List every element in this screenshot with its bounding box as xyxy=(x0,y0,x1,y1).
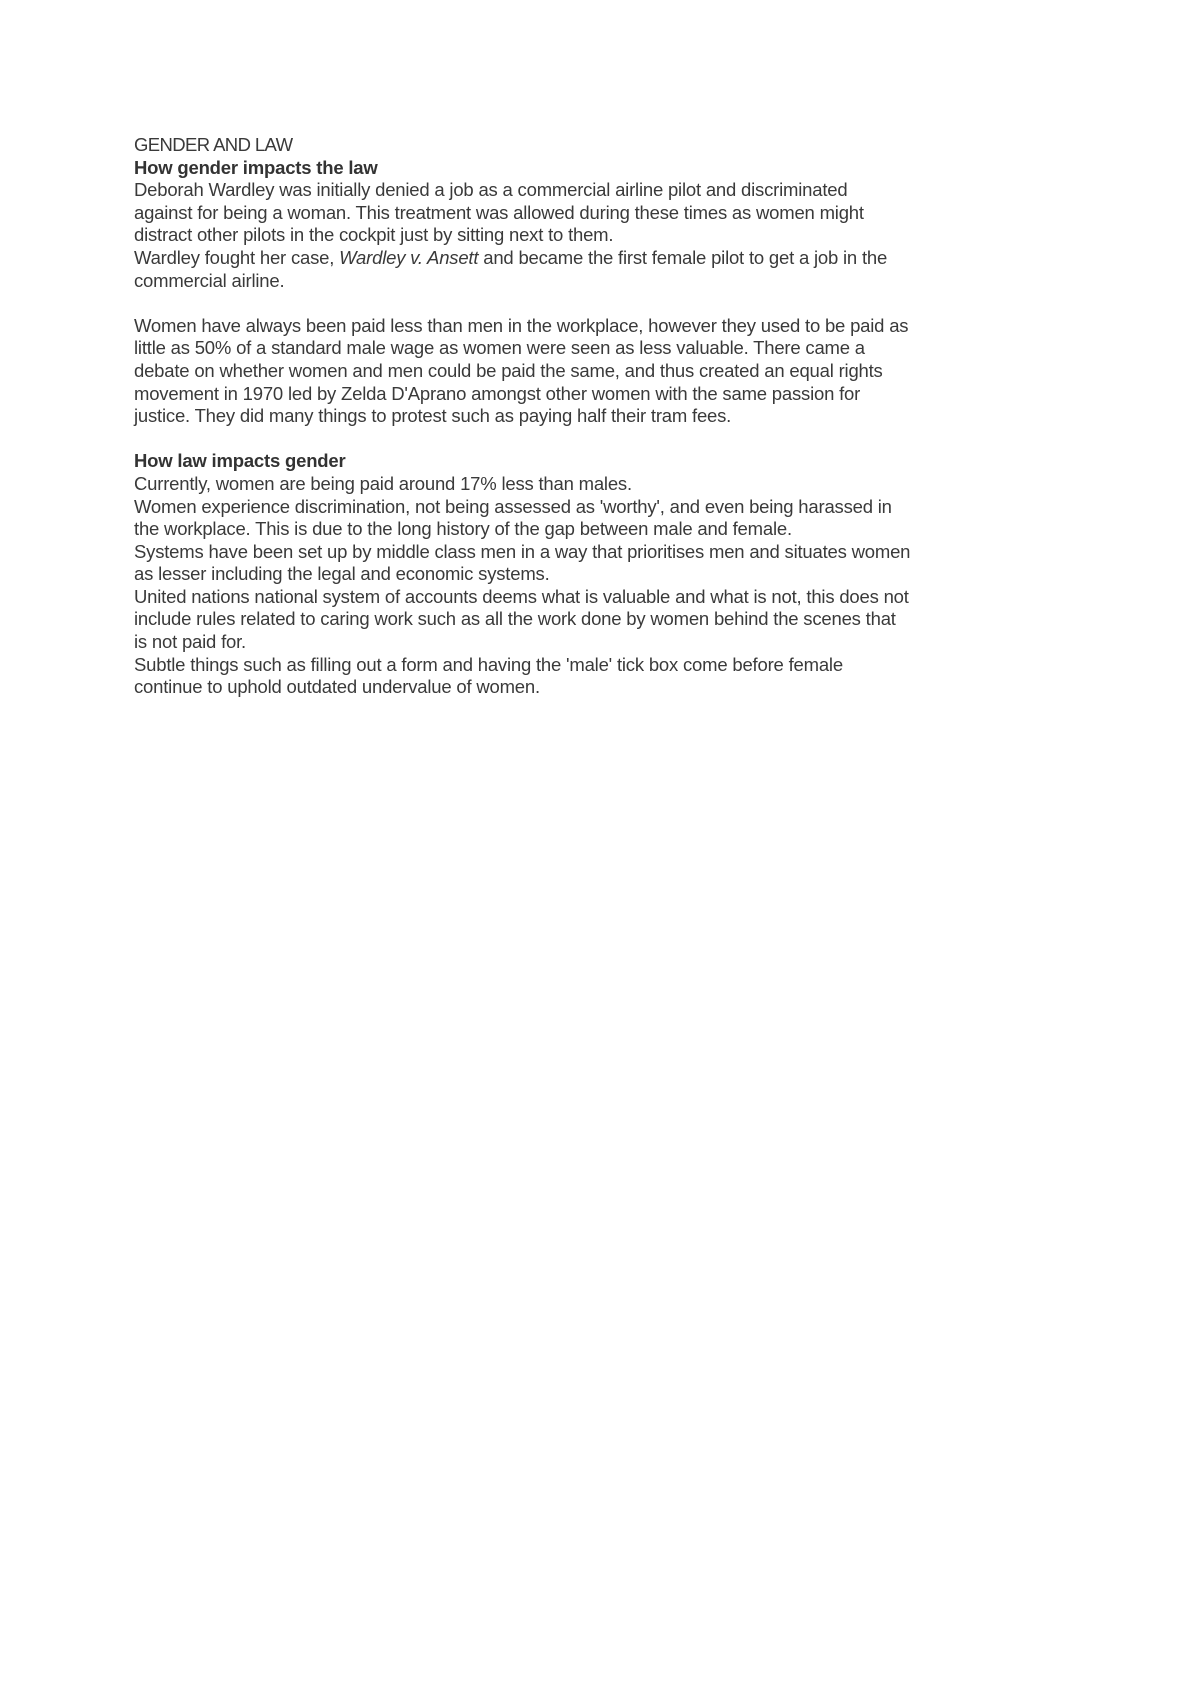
text-line: Currently, women are being paid around 17% less than males. xyxy=(134,472,632,494)
text-line: Systems have been set up by middle class men in a way that prioritises men and situates women xyxy=(134,540,911,562)
section-heading: How gender impacts the law xyxy=(134,156,378,178)
text-line: justice. They did many things to protest such as paying half their tram fees. xyxy=(134,405,732,427)
text-line: Women experience discrimination, not being assessed as 'worthy', and even being harassed in xyxy=(134,495,892,517)
document-title: GENDER AND LAW xyxy=(134,134,293,155)
text-line: Subtle things such as filling out a form and having the 'male' tick box come before female xyxy=(134,653,843,675)
text-line: little as 50% of a standard male wage as women were seen as less valuable. There came a xyxy=(134,337,865,359)
text-line: is not paid for. xyxy=(134,631,246,653)
text-line: continue to uphold outdated undervalue of women. xyxy=(134,676,540,698)
text-line: include rules related to caring work such as all the work done by women behind the scenes that xyxy=(134,608,896,630)
text-span: Wardley fought her case, xyxy=(134,246,340,268)
text-line: commercial airline. xyxy=(134,269,285,291)
text-line: the workplace. This is due to the long history of the gap between male and female. xyxy=(134,518,792,540)
text-line: debate on whether women and men could be paid the same, and thus created an equal rights xyxy=(134,359,883,381)
case-name: Wardley v. Ansett xyxy=(339,246,479,268)
text-line: as lesser including the legal and economic systems. xyxy=(134,563,550,585)
text-line: against for being a woman. This treatment was allowed during these times as women might xyxy=(134,201,864,223)
text-line: movement in 1970 led by Zelda D'Aprano amongst other women with the same passion for xyxy=(134,382,861,404)
text-span: and became the first female pilot to get a job in the xyxy=(478,246,888,268)
document-body xyxy=(134,134,910,699)
text-line xyxy=(134,247,910,270)
text-line: Deborah Wardley was initially denied a job as a commercial airline pilot and discriminated xyxy=(134,179,848,201)
text-line: distract other pilots in the cockpit just by sitting next to them. xyxy=(134,224,614,246)
text-line: United nations national system of accounts deems what is valuable and what is not, this does not xyxy=(134,585,909,607)
section-heading: How law impacts gender xyxy=(134,450,346,472)
text-line: Women have always been paid less than men in the workplace, however they used to be paid as xyxy=(134,314,909,336)
